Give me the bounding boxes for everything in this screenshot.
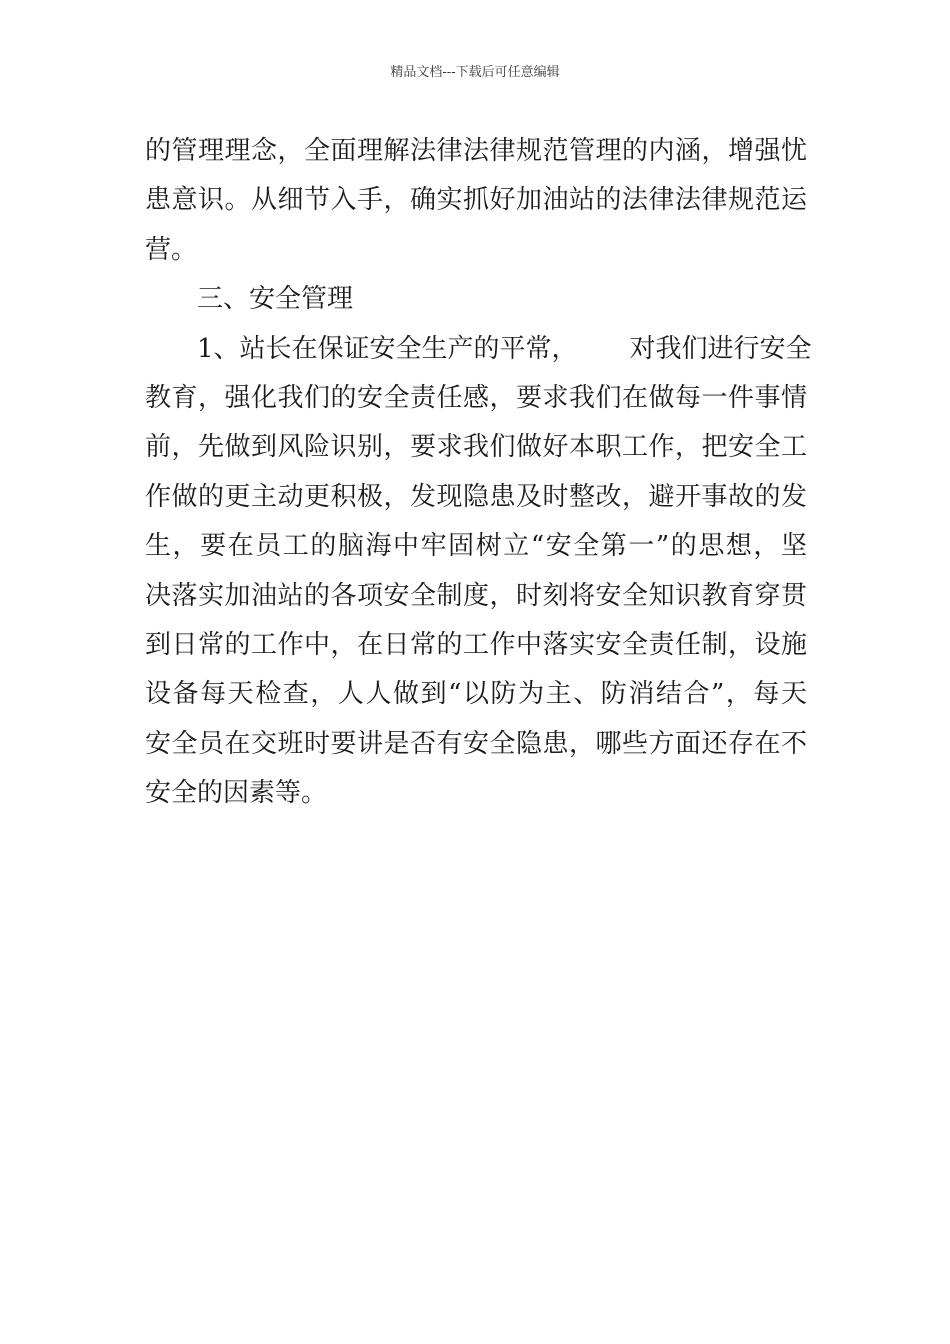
- text-segment: 对我们进行安全: [629, 333, 812, 364]
- text-line: 决落实加油站的各项安全制度，时刻将安全知识教育穿贯: [145, 580, 807, 611]
- text-line: 安全的因素等。: [145, 778, 328, 809]
- text-line: 营。: [145, 234, 198, 265]
- text-line: 作做的更主动更积极，发现隐患及时整改，避开事故的发: [145, 481, 807, 512]
- paragraph-management-philosophy: [145, 127, 807, 275]
- text-segment: 1、站长在保证安全生产的平常，: [197, 333, 578, 364]
- section-heading-safety-management: [145, 275, 807, 324]
- section-heading: 三、安全管理: [197, 284, 354, 315]
- paragraph-station-safety: [145, 325, 812, 819]
- text-line: 教育，强化我们的安全责任感，要求我们在做每一件事情: [145, 382, 807, 413]
- page-header: 精品文档---下载后可任意编辑: [390, 65, 560, 80]
- text-line: 设备每天检查，人人做到“以防为主、防消结合”，每天: [145, 679, 807, 710]
- text-line: 生，要在员工的脑海中牢固树立“安全第一”的思想，坚: [145, 531, 807, 562]
- text-line: 安全员在交班时要讲是否有安全隐患，哪些方面还存在不: [145, 728, 807, 759]
- text-line: 到日常的工作中，在日常的工作中落实安全责任制，设施: [145, 629, 807, 660]
- document-body: [145, 127, 812, 818]
- text-line: 患意识。从细节入手，确实抓好加油站的法律法律规范运: [145, 185, 807, 216]
- text-line: [145, 325, 812, 374]
- text-line: 前，先做到风险识别，要求我们做好本职工作，把安全工: [145, 432, 807, 463]
- text-line: 的管理理念，全面理解法律法律规范管理的内涵，增强忧: [145, 136, 807, 166]
